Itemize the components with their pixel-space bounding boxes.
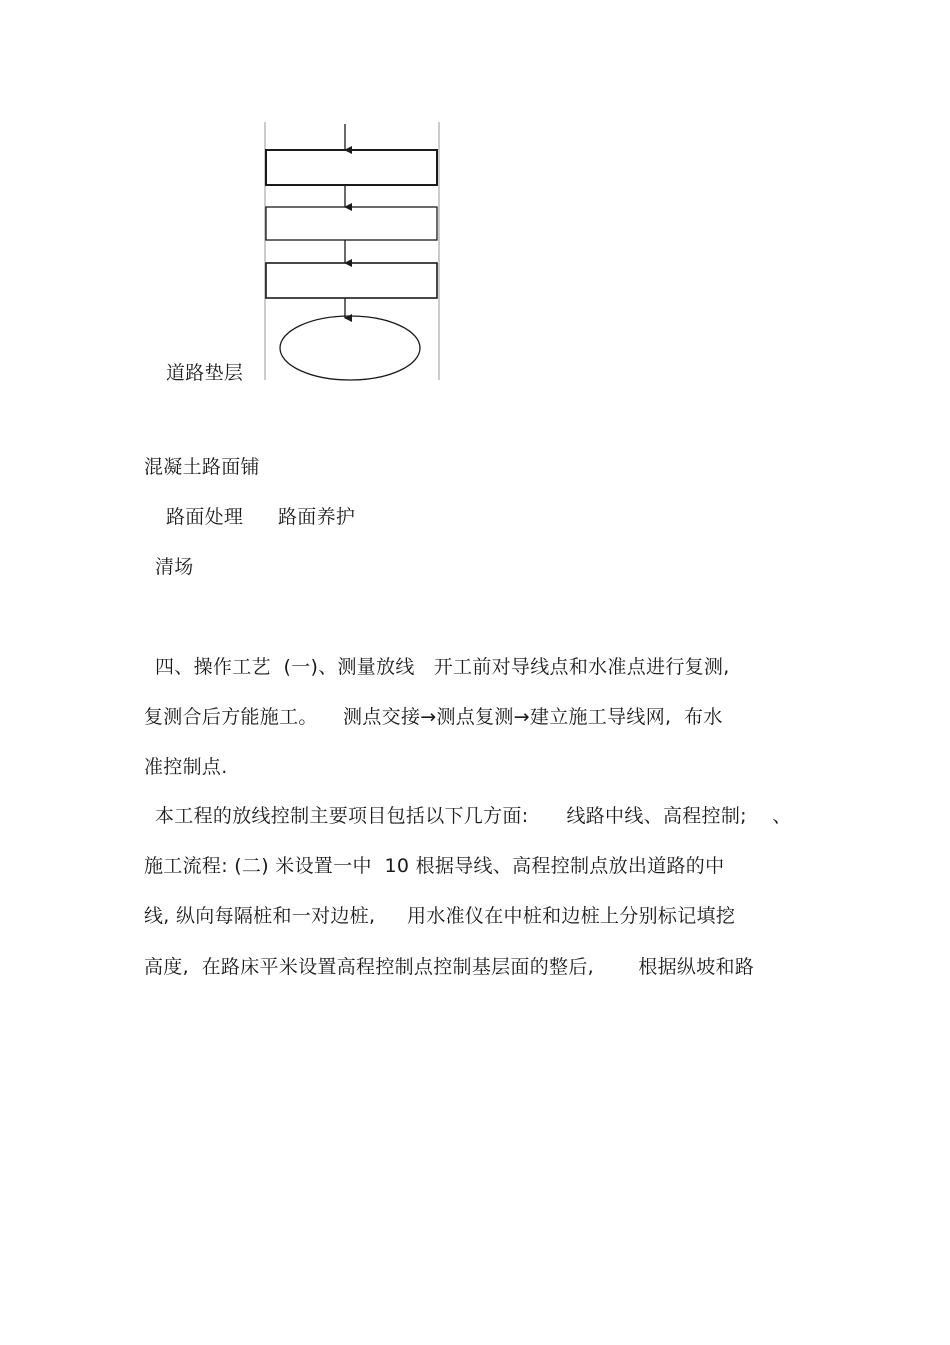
flow-end-ellipse: [280, 316, 420, 380]
body-line-1: 四、操作工艺 (一)、测量放线 开工前对导线点和水准点进行复测,: [155, 656, 730, 678]
surface-curing-label: 路面养护: [278, 506, 356, 528]
body-line-3: 准控制点.: [144, 756, 228, 778]
site-clearing-label: 清场: [155, 556, 194, 578]
body-line-6: 线, 纵向每隔桩和一对边桩, 用水准仪在中桩和边桩上分别标记填挖: [144, 905, 736, 927]
flowchart: [0, 0, 950, 400]
flow-side-label: 道路垫层: [166, 362, 244, 384]
body-line-5: 施工流程: (二) 米设置一中 10 根据导线、高程控制点放出道路的中: [144, 855, 725, 877]
flow-box-3: [266, 263, 437, 298]
surface-treatment-label: 路面处理: [166, 506, 244, 528]
body-line-7: 高度, 在路床平米设置高程控制点控制基层面的整后, 根据纵坡和路: [144, 956, 755, 978]
concrete-paving-label: 混凝土路面铺: [144, 456, 260, 478]
body-line-2: 复测合后方能施工。 测点交接→测点复测→建立施工导线网, 布水: [144, 706, 723, 728]
flow-box-2: [266, 207, 437, 240]
flow-box-1: [266, 150, 437, 185]
body-line-4: 本工程的放线控制主要项目包括以下几方面: 线路中线、高程控制; 、: [155, 805, 792, 827]
